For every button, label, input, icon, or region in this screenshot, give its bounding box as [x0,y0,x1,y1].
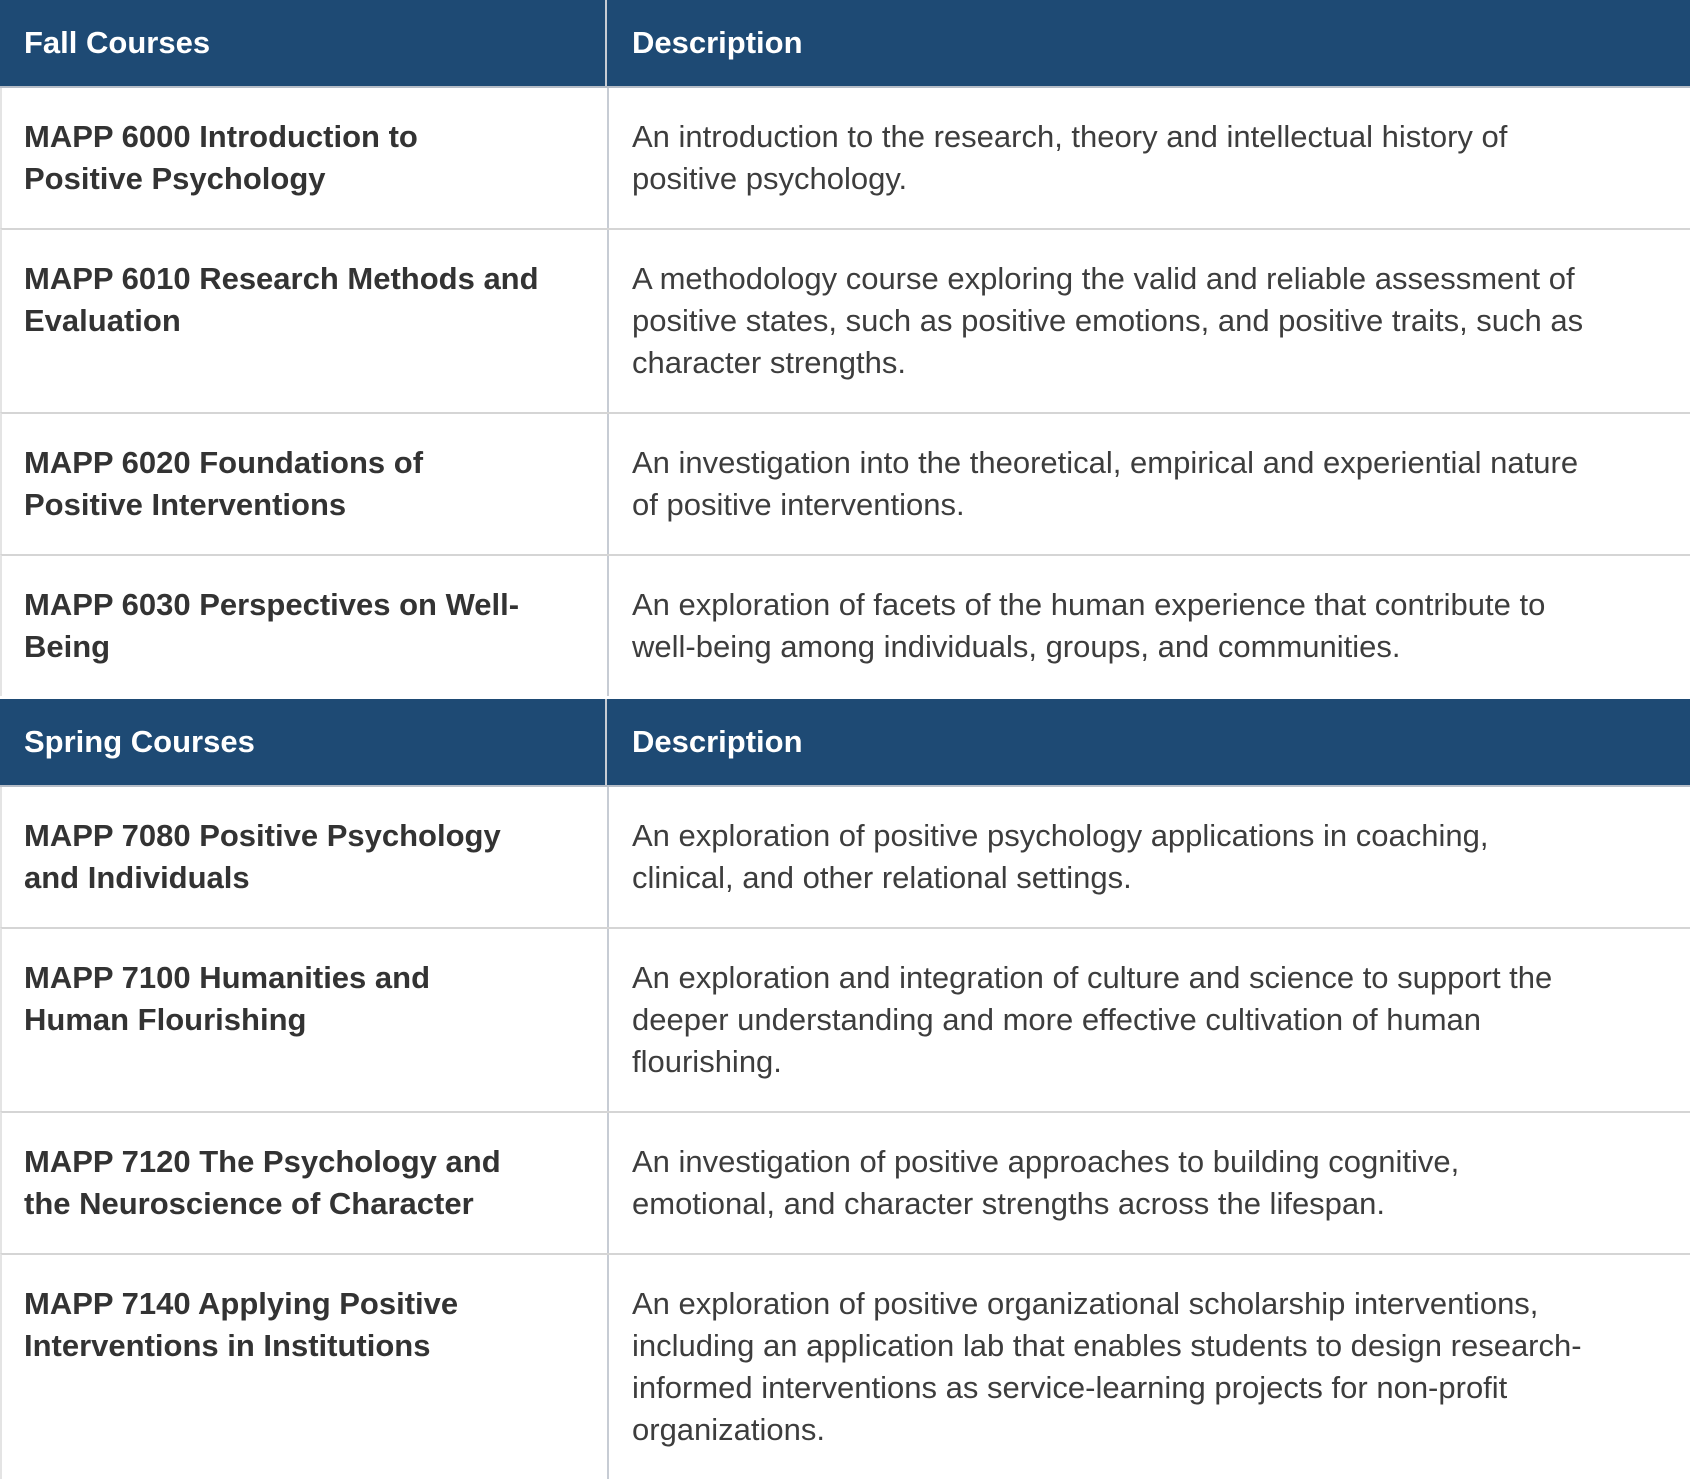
table-row [0,787,1690,927]
course-description-cell: An investigation into the theoretical, empirical and experiential nature of positive interventions. [632,445,1579,522]
table-row [0,1253,1690,1479]
spring-courses-section [0,699,1690,1479]
course-title-cell: MAPP 6030 Perspectives on Well-Being [2,556,609,696]
table-row [0,1111,1690,1253]
fall-description-header: Description [632,25,803,61]
course-title-cell: MAPP 7100 Humanities and Human Flourishing [2,929,609,1111]
course-title-cell: MAPP 6010 Research Methods and Evaluation [2,230,609,412]
course-description-cell: An exploration of positive organizational scholarship interventions, including an application lab that enables students to design research-informed interventions as service-learning projects for non-profit organizations. [632,1286,1582,1447]
spring-courses-header: Spring Courses [0,699,607,785]
course-description-cell: An exploration and integration of culture and science to support the deeper understanding and more effective cultivation of human flourishing. [632,960,1553,1079]
course-description-cell: An exploration of positive psychology applications in coaching, clinical, and other relational settings. [632,818,1489,895]
spring-description-header: Description [632,724,803,760]
table-row [0,554,1690,696]
table-row [0,88,1690,228]
course-description-cell: An introduction to the research, theory and intellectual history of positive psychology. [632,119,1508,196]
fall-header-row [0,0,1690,88]
course-title-cell: MAPP 7140 Applying Positive Interventions in Institutions [2,1255,609,1479]
course-description-cell: An investigation of positive approaches to building cognitive, emotional, and character strengths across the lifespan. [632,1144,1460,1221]
course-description-cell: A methodology course exploring the valid and reliable assessment of positive states, such as positive emotions, and positive traits, such as character strengths. [632,261,1584,380]
table-row [0,412,1690,554]
fall-courses-section [0,0,1690,696]
course-title-cell: MAPP 6000 Introduction to Positive Psychology [2,88,609,228]
spring-header-row [0,699,1690,787]
fall-courses-header: Fall Courses [0,0,607,86]
table-row [0,927,1690,1111]
course-title-cell: MAPP 7080 Positive Psychology and Individuals [2,787,609,927]
course-title-cell: MAPP 6020 Foundations of Positive Interventions [2,414,609,554]
course-description-cell: An exploration of facets of the human experience that contribute to well-being among individuals, groups, and communities. [632,587,1546,664]
table-row [0,228,1690,412]
course-title-cell: MAPP 7120 The Psychology and the Neuroscience of Character [2,1113,609,1253]
